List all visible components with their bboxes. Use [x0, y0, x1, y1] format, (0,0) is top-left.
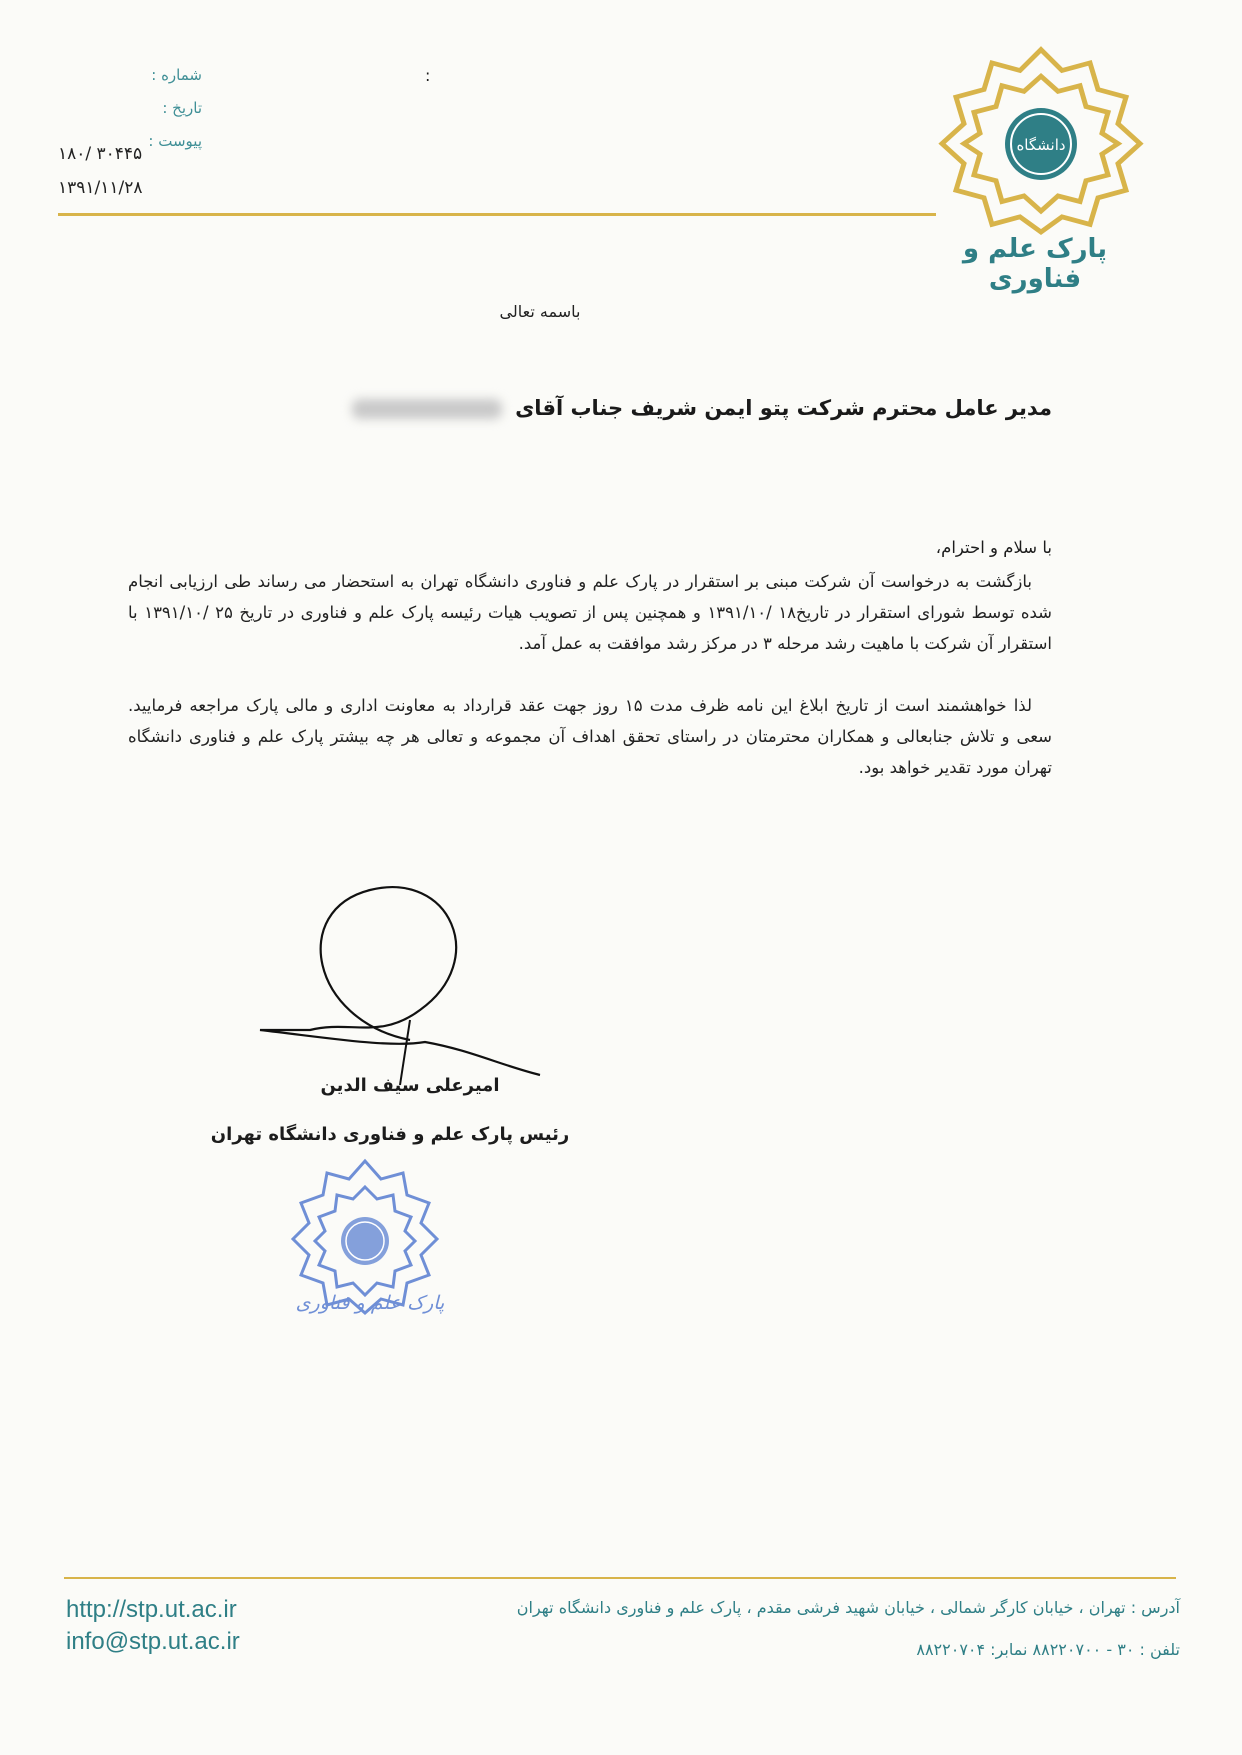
header-rule	[58, 213, 936, 216]
letter-number: ۱۸۰/ ۳۰۴۴۵	[58, 144, 143, 164]
invocation: باسمه تعالی	[499, 302, 581, 321]
paragraph-1: بازگشت به درخواست آن شرکت مبنی بر استقرار در پارک علم و فناوری دانشگاه تهران به استحضار می رساند طی ارزیابی انجام شده توسط شورای استقرار در تاریخ۱۸ /۱۳۹۱/۱۰ و همچنین پس از تصویب هیات رئیسه پارک علم و فناوری در تاریخ ۲۵ /۱۳۹۱/۱۰ با استقرار آن شرکت با ماهیت رشد مرحله ۳ در مرکز رشد موافقت به عمل آمد.	[128, 572, 1052, 653]
signatory-name: امیرعلی سیف الدین	[320, 1075, 500, 1096]
stamp-rosette-icon	[285, 1155, 445, 1315]
recipient-line	[300, 396, 1052, 420]
footer-website-link[interactable]: http://stp.ut.ac.ir	[66, 1596, 237, 1623]
official-stamp	[285, 1155, 445, 1315]
handwritten-signature	[250, 870, 550, 1100]
letter-date: ۱۳۹۱/۱۱/۲۸	[58, 178, 143, 198]
footer-rule	[64, 1577, 1176, 1579]
park-logo	[920, 46, 1162, 246]
stamp-text: پارک علم و فناوری	[295, 1292, 445, 1314]
signatory-title: رئیس پارک علم و فناوری دانشگاه تهران	[210, 1124, 570, 1145]
greeting: با سلام و احترام،	[935, 538, 1052, 557]
signature-scribble-icon	[250, 870, 550, 1100]
footer-email-link[interactable]: info@stp.ut.ac.ir	[66, 1628, 240, 1655]
recipient-prefix: مدیر عامل محترم شرکت پتو ایمن شریف جناب آقای	[515, 396, 1052, 420]
park-logo-icon	[920, 46, 1162, 246]
footer-address: آدرس : تهران ، خیابان کارگر شمالی ، خیابان شهید فرشی مقدم ، پارک علم و فناوری دانشگاه تهران	[516, 1598, 1180, 1617]
stray-mark: :	[425, 66, 431, 85]
park-name: پارک علم و فناوری	[962, 234, 1108, 294]
paragraph-2: لذا خواهشمند است از تاریخ ابلاغ این نامه ظرف مدت ۱۵ روز جهت عقد قرارداد به معاونت اداری و مالی پارک مراجعه فرمایید. سعی و تلاش جنابعالی و همکاران محترمتان در راستای تحقق اهداف آن مجموعه و تعالی هر چه بیشتر پارک علم و فناوری دانشگاه تهران مورد تقدیر خواهد بود.	[128, 696, 1052, 777]
attachment-label: پیوست :	[148, 132, 202, 150]
redacted-name	[352, 399, 502, 419]
logo-university-text: دانشگاه	[1016, 136, 1066, 154]
footer-phone: تلفن : ۳۰ - ۸۸۲۲۰۷۰۰ نمابر: ۸۸۲۲۰۷۰۴	[916, 1640, 1180, 1659]
number-label: شماره :	[151, 66, 202, 84]
date-label: تاریخ :	[162, 99, 202, 117]
